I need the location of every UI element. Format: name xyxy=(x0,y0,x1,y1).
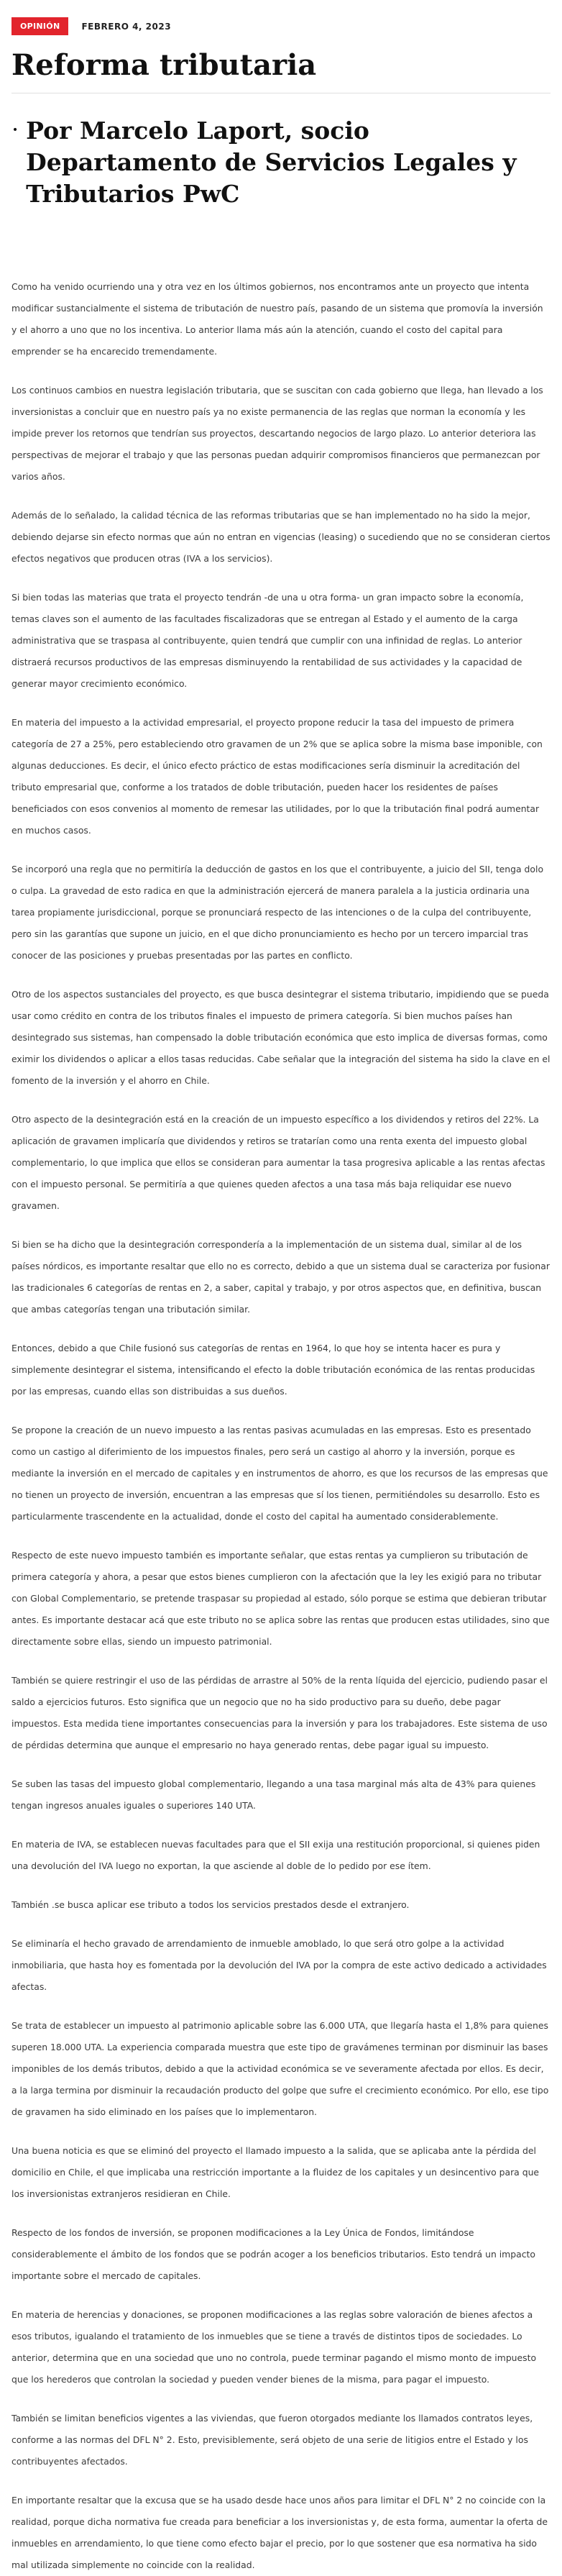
paragraph: Otro de los aspectos sustanciales del proyecto, es que busca desintegrar el sistema tributario, impidiendo que se pueda usar como crédito en contra de los tributos finales el impuesto de primera categoría. Si bien muchos países han desintegrado sus sistemas, han compensado la doble tributación económica que esto implica de diversas formas, como eximir los dividendos o aplicar a ellos tasas reducidas. Cabe señalar que la integración del sistema ha sido la clave en el fomento de la inversión y el ahorro en Chile. xyxy=(11,989,551,1086)
paragraph: Respecto de los fondos de inversión, se proponen modificaciones a la Ley Única de Fondos, limitándose considerablemente el ámbito de los fondos que se podrán acoger a los beneficios tributarios. Esto tendrá un impacto importante sobre el mercado de capitales. xyxy=(11,2227,535,2281)
paragraph: Si bien todas las materias que trata el proyecto tendrán -de una u otra forma- un gran impacto sobre la economía, temas claves son el aumento de las facultades fiscalizadoras que se entregan al Estado y el aumento de la carga administrativa que se traspasa al contribuyente, quien tendrá que cumplir con una infinidad de reglas. Lo anterior distraerá recursos productivos de las empresas disminuyendo la rentabilidad de sus actividades y la capacidad de generar mayor crecimiento económico. xyxy=(11,592,524,689)
paragraph: Se trata de establecer un impuesto al patrimonio aplicable sobre las 6.000 UTA, que llegaría hasta el 1,8% para quienes superen 18.000 UTA. La experiencia comparada muestra que este tipo de gravámenes terminan por disminuir las bases imponibles de los demás tributos, debido a que la actividad económica se ve severamente afectada por ellos. Es decir, a la larga termina por disminuir la recaudación producto del golpe que sufre el crecimiento económico. Por ello, ese tipo de gravamen ha sido eliminado en los países que lo implementaron. xyxy=(11,2020,549,2117)
paragraph: También .se busca aplicar ese tributo a todos los servicios prestados desde el extranjero. xyxy=(11,1899,410,1910)
paragraph: En materia de IVA, se establecen nuevas facultades para que el SII exija una restitución proporcional, si quienes piden una devolución del IVA luego no exportan, la que asciende al doble de lo pedido por ese ítem. xyxy=(11,1839,540,1871)
paragraph: Se eliminaría el hecho gravado de arrendamiento de inmueble amoblado, lo que será otro golpe a la actividad inmobiliaria, que hasta hoy es fomentada por la devolución del IVA por la compra de este activo dedicado a actividades afectas. xyxy=(11,1938,547,1992)
paragraph: También se quiere restringir el uso de las pérdidas de arrastre al 50% de la renta líquida del ejercicio, pudiendo pasar el saldo a ejercicios futuros. Esto significa que un negocio que no ha sido productivo para su dueño, debe pagar impuestos. Esta medida tiene importantes consecuencias para la inversión y para los trabajadores. Este sistema de uso de pérdidas determina que aunque el empresario no haya generado rentas, debe pagar igual su impuesto. xyxy=(11,1675,548,1750)
paragraph: Los continuos cambios en nuestra legislación tributaria, que se suscitan con cada gobierno que llega, han llevado a los inversionistas a concluir que en nuestro país ya no existe permanencia de las reglas que norman la economía y les impide prever los retornos que tendrían sus proyectos, descartando negocios de largo plazo. Lo anterior deteriora las perspectivas de mejorar el trabajo y que las personas puedan adquirir compromisos financieros que permanezcan por varios años. xyxy=(11,385,543,482)
paragraph: Otro aspecto de la desintegración está en la creación de un impuesto específico a los dividendos y retiros del 22%. La aplicación de gravamen implicaría que dividendos y retiros se tratarían como una renta exenta del impuesto global complementario, lo que implica que ellos se consideran para aumentar la tasa progresiva aplicable a las rentas afectas con el impuesto personal. Se permitiría a que quienes queden afectos a una tasa más baja reliquidar ese nuevo gravamen. xyxy=(11,1114,545,1211)
article-meta xyxy=(11,0,551,35)
article-body xyxy=(11,276,551,2576)
category-badge[interactable]: OPINIÓN xyxy=(11,17,68,35)
publish-date: FEBRERO 4, 2023 xyxy=(81,21,172,32)
paragraph: Se incorporó una regla que no permitiría la deducción de gastos en los que el contribuyente, a juicio del SII, tenga dolo o culpa. La gravedad de esto radica en que la administración ejercerá de manera paralela a la justicia ordinaria una tarea propiamente jurisdiccional, porque se pronunciará respecto de las intenciones o de la culpa del contribuyente, pero sin las garantías que supone un juicio, en el que dicho pronunciamiento es hecho por un tercero imparcial tras conocer de las posiciones y pruebas presentadas por las partes en conflicto. xyxy=(11,864,544,961)
article xyxy=(11,0,551,2576)
paragraph: Se suben las tasas del impuesto global complementario, llegando a una tasa marginal más alta de 43% para quienes tengan ingresos anuales iguales o superiores 140 UTA. xyxy=(11,1778,536,1811)
paragraph: Además de lo señalado, la calidad técnica de las reformas tributarias que se han implementado no ha sido la mejor, debiendo dejarse sin efecto normas que aún no entran en vigencias (leasing) o sucediendo que no se consideran ciertos efectos negativos que producen otras (IVA a los servicios). xyxy=(11,510,551,564)
author-line: Por Marcelo Laport, socio Departamento de Servicios Legales y Tributarios PwC xyxy=(26,117,517,208)
paragraph: Respecto de este nuevo impuesto también es importante señalar, que estas rentas ya cumplieron su tributación de primera categoría y ahora, a pesar que estos bienes cumplieron con la afectación que la ley les exigió para no tributar con Global Complementario, se pretende traspasar su propiedad al estado, sólo porque se estima que debieran tributar antes. Es importante destacar acá que este tributo no se aplica sobre las rentas que producen estas utilidades, sino que directamente sobre ellas, siendo un impuesto patrimonial. xyxy=(11,1550,550,1647)
paragraph: En materia del impuesto a la actividad empresarial, el proyecto propone reducir la tasa del impuesto de primera categoría de 27 a 25%, pero estableciendo otro gravamen de un 2% que se aplica sobre la misma base imponible, con algunas deducciones. Es decir, el único efecto práctico de estas modificaciones sería disminuir la acreditación del tributo empresarial que, conforme a los tratados de doble tributación, pueden hacer los residentes de países beneficiados con esos convenios al momento de remesar las utilidades, por lo que la tributación final podrá aumentar en muchos casos. xyxy=(11,717,543,836)
article-subtitle xyxy=(11,115,551,210)
subtitle-bullet: · xyxy=(11,116,19,143)
paragraph: En importante resaltar que la excusa que se ha usado desde hace unos años para limitar el DFL N° 2 no coincide con la realidad, porque dicha normativa fue creada para beneficiar a los inversionistas y, de esta forma, aumentar la oferta de inmuebles en arrendamiento, lo que tiene como efecto bajar el precio, por lo que sostener que esa normativa ha sido mal utilizada simplemente no coincide con la realidad. xyxy=(11,2495,548,2570)
paragraph: Si bien se ha dicho que la desintegración correspondería a la implementación de un sistema dual, similar al de los países nórdicos, es importante resaltar que ello no es correcto, debido a que un sistema dual se caracteriza por fusionar las tradicionales 6 categorías de rentas en 2, a saber, capital y trabajo, y por otros aspectos que, en definitiva, buscan que ambas categorías tengan una tributación similar. xyxy=(11,1239,550,1315)
paragraph: Como ha venido ocurriendo una y otra vez en los últimos gobiernos, nos encontramos ante un proyecto que intenta modificar sustancialmente el sistema de tributación de nuestro país, pasando de un sistema que promovía la inversión y el ahorro a uno que no los incentiva. Lo anterior llama más aún la atención, cuando el costo del capital para emprender se ha encarecido tremendamente. xyxy=(11,281,543,357)
paragraph: En materia de herencias y donaciones, se proponen modificaciones a las reglas sobre valoración de bienes afectos a esos tributos, igualando el tratamiento de los inmuebles que se tiene a través de distintos tipos de sociedades. Lo anterior, determina que en una sociedad que uno no controla, puede terminar pagando el mismo monto de impuesto que los herederos que controlan la sociedad y pueden vender bienes de la misma, para pagar el impuesto. xyxy=(11,2309,537,2385)
paragraph: Entonces, debido a que Chile fusionó sus categorías de rentas en 1964, lo que hoy se intenta hacer es pura y simplemente desintegrar el sistema, intensificando el efecto la doble tributación económica de las rentas producidas por las empresas, cuando ellas son distribuidas a sus dueños. xyxy=(11,1343,535,1397)
paragraph: Se propone la creación de un nuevo impuesto a las rentas pasivas acumuladas en las empresas. Esto es presentado como un castigo al diferimiento de los impuestos finales, pero será un castigo al ahorro y la inversión, porque es mediante la inversión en el mercado de capitales y en instrumentos de ahorro, es que los recursos de las empresas que no tienen un proyecto de inversión, encuentran a las empresas que sí los tienen, permitiéndoles su desarrollo. Esto es particularmente trascendente en la actualidad, donde el costo del capital ha aumentado considerablemente. xyxy=(11,1425,548,1522)
paragraph: Una buena noticia es que se eliminó del proyecto el llamado impuesto a la salida, que se aplicaba ante la pérdida del domicilio en Chile, el que implicaba una restricción importante a la fluidez de los capitales y un desincentivo para que los inversionistas extranjeros residieran en Chile. xyxy=(11,2145,540,2199)
article-title: Reforma tributaria xyxy=(11,48,317,82)
paragraph: También se limitan beneficios vigentes a las viviendas, que fueron otorgados mediante los llamados contratos leyes, conforme a las normas del DFL N° 2. Esto, previsiblemente, será objeto de una serie de litigios entre el Estado y los contribuyentes afectados. xyxy=(11,2413,533,2467)
